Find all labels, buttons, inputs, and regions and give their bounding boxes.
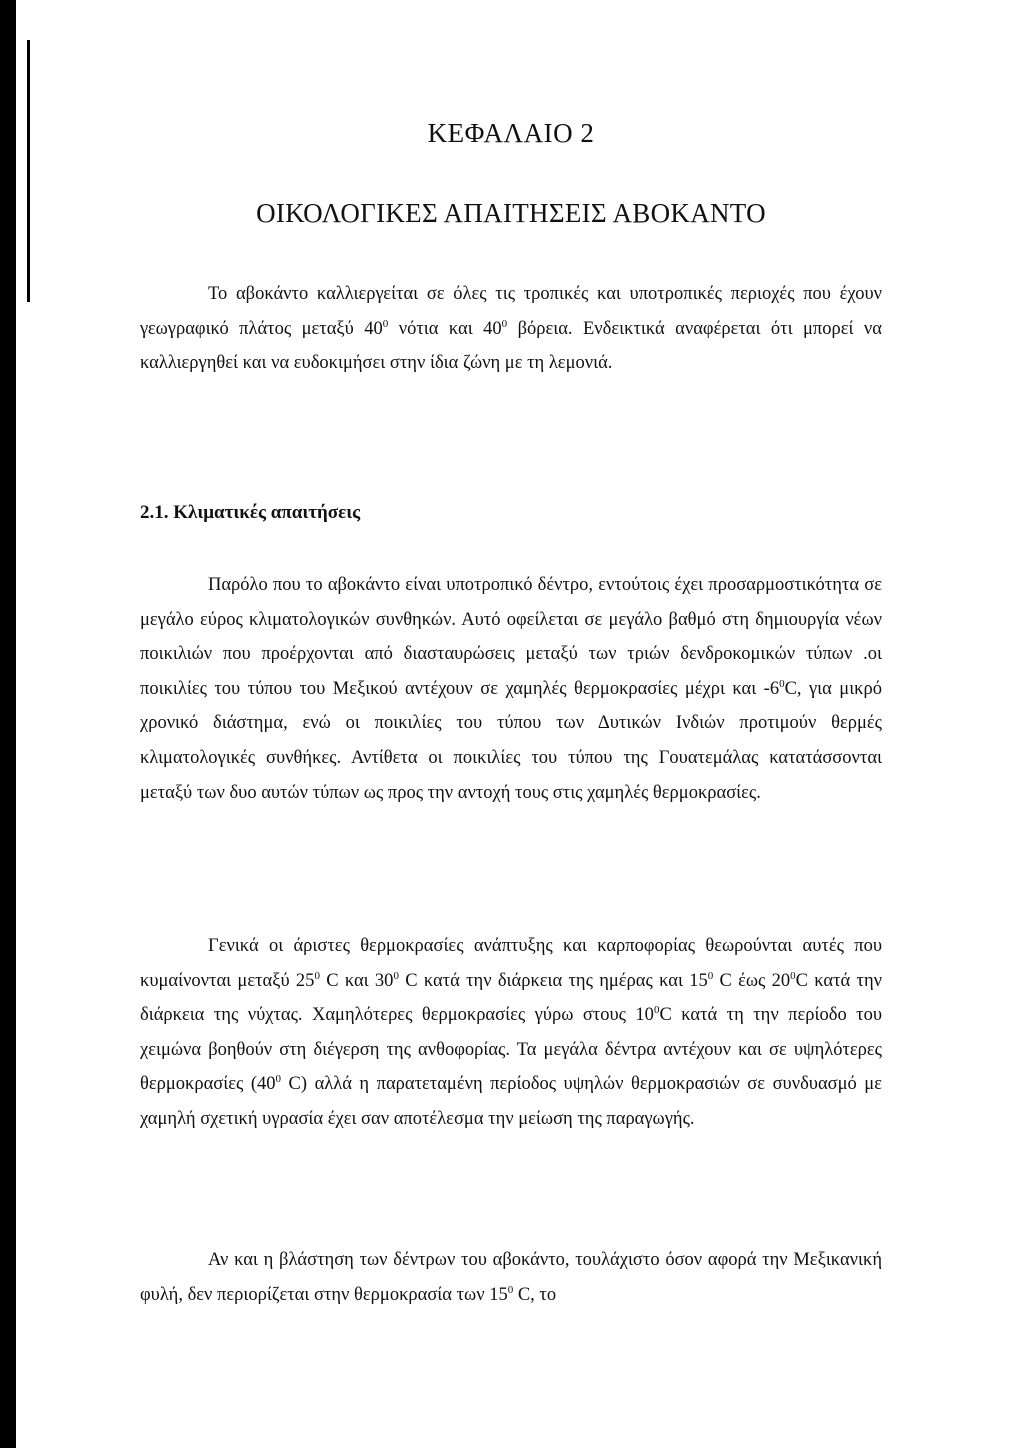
text-run: C) αλλά η παρατεταμένη περίοδος υψηλών θερμοκρασιών σε συνδυασμό με χαμηλή σχετική υγρασία έχει σαν αποτέλεσμα την μείωση της παραγωγής. <box>140 1074 882 1129</box>
superscript: 0 <box>790 969 796 982</box>
text-run: Το αβοκάντο καλλιεργείται σε όλες τις τροπικές και υποτροπικές περιοχές που έχουν γεωγραφικό πλάτος μεταξύ 40 <box>140 284 882 339</box>
text-run: C, για μικρό χρονικό διάστημα, ενώ οι ποικιλίες του τύπου των Δυτικών Ινδιών προτιμούν θερμές κλιματολογικές συνθήκες. Αντίθετα οι ποικιλίες του τύπου της Γουατεμάλας κατατάσσονται μεταξύ των δυο αυτών τύπων ως προς την αντοχή τους στις χαμηλές θερμοκρασίες. <box>140 678 882 803</box>
superscript: 0 <box>275 1073 282 1086</box>
superscript: 0 <box>779 677 785 690</box>
intro-paragraph <box>140 277 882 381</box>
superscript: 0 <box>507 1283 514 1296</box>
chapter-label: ΚΕΦΑΛΑΙΟ 2 <box>427 118 595 148</box>
text-run: C κατά τη την περίοδο του χειμώνα βοηθούν στη διέγερση της ανθοφορίας. Τα μεγάλα δέντρα αντέχουν και σε υψηλότερες θερμοκρασίες (40 <box>140 1005 883 1095</box>
chapter-title: ΟΙΚΟΛΟΓΙΚΕΣ ΑΠΑΙΤΗΣΕΙΣ ΑΒΟΚΑΝΤΟ <box>256 198 766 228</box>
section-heading: 2.1. Κλιματικές απαιτήσεις <box>140 502 361 523</box>
text-run: Αν και η βλάστηση των δέντρων του αβοκάντο, τουλάχιστο όσον αφορά την Μεξικανική φυλή, δεν περιορίζεται στην θερμοκρασία των 15 <box>140 1250 882 1305</box>
text-run: C, το <box>513 1284 557 1305</box>
text-run: C έως 20 <box>713 970 791 991</box>
superscript: 0 <box>653 1004 660 1017</box>
text-run: νότια και 40 <box>388 318 502 339</box>
text-run: C και 30 <box>319 970 394 991</box>
climate-paragraph-2 <box>140 929 882 1137</box>
text-run: Γενικά οι άριστες θερμοκρασίες ανάπτυξης και καρποφορίας θεωρούνται αυτές που κυμαίνονται μεταξύ 25 <box>140 936 882 991</box>
scan-dark-edge <box>0 0 16 1448</box>
climate-paragraph-1 <box>140 568 882 810</box>
climate-paragraph-3 <box>140 1243 882 1312</box>
superscript: 0 <box>314 969 320 982</box>
scan-margin-line <box>27 40 30 302</box>
superscript: 0 <box>707 969 714 982</box>
text-run: βόρεια. Ενδεικτικά αναφέρεται ότι μπορεί να καλλιεργηθεί και να ευδοκιμήσει στην ίδια ζώνη με τη λεμονιά. <box>140 318 882 374</box>
text-run: C κατά την διάρκεια της νύχτας. Χαμηλότερες θερμοκρασίες γύρω στους 10 <box>140 970 883 1026</box>
superscript: 0 <box>393 969 399 982</box>
text-run: Παρόλο που το αβοκάντο είναι υποτροπικό δέντρο, εντούτοις έχει προσαρμοστικότητα σε μεγάλο εύρος κλιματολογικών συνθηκών. Αυτό οφείλεται σε μεγάλο βαθμό στη δημιουργία νέων ποικιλιών που προέρχονται από διασταυρώσεις μεταξύ των τριών δενδροκομικών τύπων .οι ποικιλίες του τύπου του Μεξικού αντέχουν σε χαμηλές θερμοκρασίες μέχρι και -6 <box>140 575 882 699</box>
superscript: 0 <box>382 317 389 330</box>
text-run: C κατά την διάρκεια της ημέρας και 15 <box>398 970 708 991</box>
superscript: 0 <box>501 317 508 330</box>
